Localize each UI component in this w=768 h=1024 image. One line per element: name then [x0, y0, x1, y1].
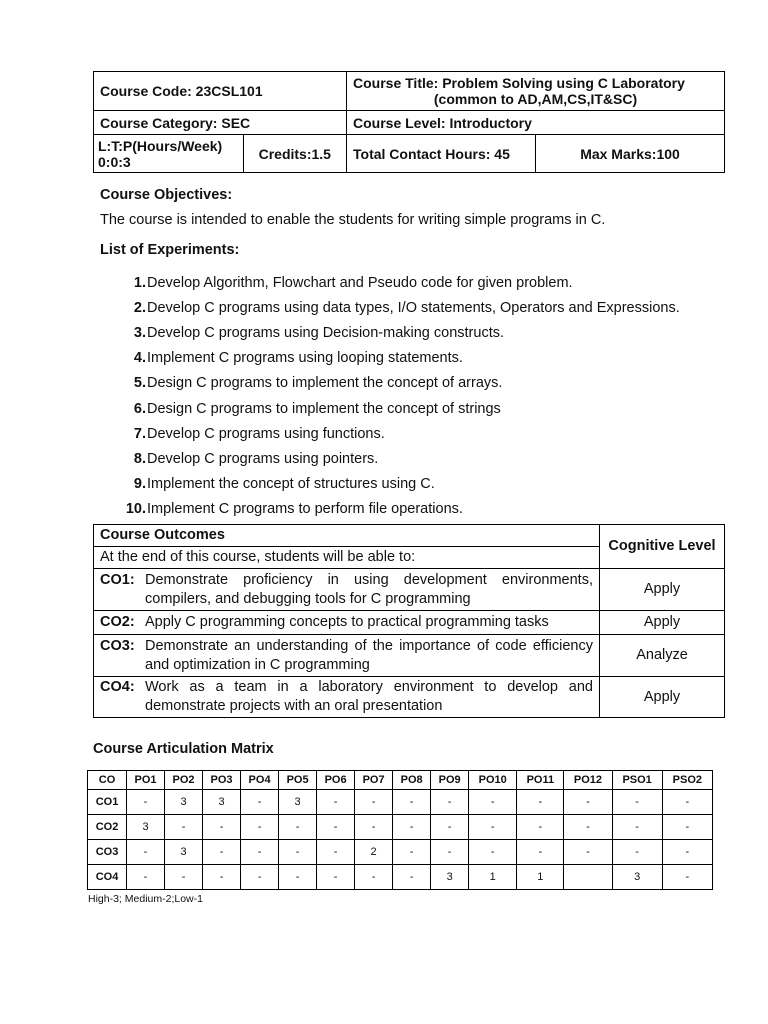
cognitive-level-heading: Cognitive Level [600, 525, 725, 569]
course-info-table [93, 71, 725, 173]
experiment-number: 8. [133, 450, 146, 467]
matrix-header-cell: PO7 [355, 771, 393, 790]
matrix-cell: - [612, 815, 662, 840]
experiment-text: Develop C programs using Decision-making constructs. [147, 324, 505, 341]
outcome-row [94, 569, 725, 611]
experiments-list [120, 270, 740, 522]
experiment-number: 9. [133, 476, 146, 493]
matrix-cell: 3 [127, 815, 165, 840]
matrix-cell: - [393, 840, 431, 865]
experiment-text: Develop Algorithm, Flowchart and Pseudo code for given problem. [147, 274, 573, 291]
matrix-cell: 1 [469, 865, 517, 890]
matrix-cell: 3 [612, 865, 662, 890]
course-level: Course Level: Introductory [347, 111, 725, 135]
outcome-description [94, 635, 600, 677]
ltp-value: 0:0:3 [98, 153, 131, 170]
outcome-description [94, 569, 600, 611]
matrix-header-cell: PO5 [279, 771, 317, 790]
matrix-cell: - [393, 865, 431, 890]
course-title-line2: (common to AD,AM,CS,IT&SC) [433, 91, 638, 107]
matrix-cell: - [355, 865, 393, 890]
experiment-number: 3. [133, 324, 146, 341]
matrix-row-label: CO4 [88, 865, 127, 890]
course-title [347, 72, 725, 111]
matrix-header-cell: PO10 [469, 771, 517, 790]
matrix-cell: - [564, 840, 612, 865]
matrix-cell: - [241, 790, 279, 815]
matrix-legend: High-3; Medium-2;Low-1 [88, 893, 203, 905]
experiment-number: 6. [133, 400, 146, 417]
experiment-text: Design C programs to implement the concept of arrays. [147, 375, 503, 392]
matrix-cell: - [279, 815, 317, 840]
course-outcomes-table [93, 524, 725, 718]
experiment-text: Develop C programs using pointers. [147, 450, 379, 467]
matrix-cell: - [564, 815, 612, 840]
matrix-header-cell: PO6 [317, 771, 355, 790]
outcome-id: CO2: [100, 614, 135, 630]
matrix-cell: 3 [279, 790, 317, 815]
articulation-matrix [87, 770, 713, 890]
matrix-cell: - [203, 815, 241, 840]
matrix-cell: - [564, 790, 612, 815]
objectives-text: The course is intended to enable the students for writing simple programs in C. [100, 212, 606, 228]
matrix-row [88, 790, 713, 815]
outcome-cognitive-level: Analyze [600, 635, 725, 677]
matrix-cell: - [355, 815, 393, 840]
matrix-cell: - [241, 865, 279, 890]
matrix-cell: - [517, 790, 564, 815]
experiment-item [120, 396, 740, 421]
matrix-cell: - [317, 790, 355, 815]
matrix-header-row [88, 771, 713, 790]
ltp-hours [94, 135, 244, 173]
experiment-text: Develop C programs using functions. [147, 425, 385, 442]
outcome-text: Demonstrate proficiency in using development environments, compilers, and debugging tools for C programming [145, 571, 593, 607]
matrix-cell: - [469, 790, 517, 815]
matrix-row-label: CO1 [88, 790, 127, 815]
matrix-header-cell: PO3 [203, 771, 241, 790]
outcome-description [94, 677, 600, 718]
outcome-row [94, 677, 725, 718]
matrix-header-cell: PO4 [241, 771, 279, 790]
ltp-label: L:T:P(Hours/Week) [98, 137, 223, 154]
experiment-item [120, 446, 740, 471]
experiment-item [120, 371, 740, 396]
course-category: Course Category: SEC [94, 111, 347, 135]
outcome-description [94, 611, 600, 635]
matrix-cell: - [203, 865, 241, 890]
course-code: Course Code: 23CSL101 [94, 72, 347, 111]
outcome-cognitive-level: Apply [600, 611, 725, 635]
matrix-cell: - [317, 815, 355, 840]
matrix-header-cell: PO9 [431, 771, 469, 790]
outcome-text: Work as a team in a laboratory environment to develop and demonstrate projects with an oral presentation [145, 679, 593, 714]
outcome-id: CO4: [100, 679, 135, 695]
matrix-cell: - [279, 865, 317, 890]
experiment-item [120, 421, 740, 446]
matrix-cell: - [393, 815, 431, 840]
matrix-cell: 2 [355, 840, 393, 865]
matrix-cell: - [431, 815, 469, 840]
matrix-row [88, 815, 713, 840]
contact-hours: Total Contact Hours: 45 [347, 135, 536, 173]
matrix-cell [564, 865, 612, 890]
matrix-cell: - [127, 840, 165, 865]
matrix-header-cell: PO2 [165, 771, 203, 790]
objectives-heading: Course Objectives: [100, 187, 233, 203]
matrix-cell: - [317, 865, 355, 890]
matrix-cell: - [612, 840, 662, 865]
matrix-cell: - [355, 790, 393, 815]
experiment-number: 1. [133, 274, 146, 291]
outcome-cognitive-level: Apply [600, 569, 725, 611]
matrix-cell: - [165, 815, 203, 840]
matrix-cell: - [203, 840, 241, 865]
experiment-text: Implement the concept of structures using C. [147, 476, 435, 493]
matrix-cell: - [431, 840, 469, 865]
credits: Credits:1.5 [243, 135, 346, 173]
experiment-item [120, 320, 740, 345]
matrix-header-cell: PO11 [517, 771, 564, 790]
matrix-header-cell: PO12 [564, 771, 612, 790]
matrix-cell: - [127, 865, 165, 890]
matrix-cell: - [612, 790, 662, 815]
matrix-header-cell: PO8 [393, 771, 431, 790]
matrix-row [88, 840, 713, 865]
experiment-item [120, 346, 740, 371]
matrix-header-cell: PSO2 [662, 771, 712, 790]
experiment-item [120, 472, 740, 497]
matrix-cell: - [517, 815, 564, 840]
experiment-text: Implement C programs to perform file operations. [147, 501, 463, 518]
outcome-text: Demonstrate an understanding of the importance of code efficiency and optimization in C programming [145, 637, 593, 673]
outcome-row [94, 635, 725, 677]
matrix-cell: - [241, 815, 279, 840]
outcome-text: Apply C programming concepts to practical programming tasks [145, 614, 549, 630]
matrix-cell: - [317, 840, 355, 865]
matrix-cell: - [469, 815, 517, 840]
matrix-cell: - [662, 815, 712, 840]
max-marks: Max Marks:100 [536, 135, 725, 173]
matrix-row [88, 865, 713, 890]
outcome-cognitive-level: Apply [600, 677, 725, 718]
matrix-header-cell: CO [88, 771, 127, 790]
matrix-cell: - [517, 840, 564, 865]
matrix-title: Course Articulation Matrix [93, 741, 274, 757]
experiment-number: 2. [133, 299, 146, 316]
experiment-number: 7. [133, 425, 146, 442]
outcomes-intro: At the end of this course, students will be able to: [94, 547, 600, 569]
matrix-header-cell: PO1 [127, 771, 165, 790]
experiment-number: 5. [133, 375, 146, 392]
experiment-item [120, 295, 740, 320]
experiment-text: Design C programs to implement the concept of strings [147, 400, 501, 417]
matrix-cell: - [279, 840, 317, 865]
matrix-cell: - [165, 865, 203, 890]
matrix-row-label: CO3 [88, 840, 127, 865]
matrix-row-label: CO2 [88, 815, 127, 840]
matrix-cell: 3 [165, 840, 203, 865]
matrix-cell: - [662, 865, 712, 890]
experiments-heading: List of Experiments: [100, 242, 240, 258]
experiment-item [120, 270, 740, 295]
experiment-item [120, 497, 740, 522]
matrix-cell: - [431, 790, 469, 815]
matrix-cell: - [393, 790, 431, 815]
outcomes-heading: Course Outcomes [94, 525, 600, 547]
matrix-cell: 3 [165, 790, 203, 815]
experiment-text: Implement C programs using looping statements. [147, 350, 463, 367]
matrix-cell: 3 [203, 790, 241, 815]
outcome-id: CO1: [100, 571, 135, 588]
matrix-cell: - [469, 840, 517, 865]
outcome-id: CO3: [100, 637, 135, 654]
matrix-cell: 1 [517, 865, 564, 890]
matrix-cell: - [662, 840, 712, 865]
experiment-number: 10. [125, 501, 146, 518]
matrix-cell: - [127, 790, 165, 815]
matrix-cell: - [662, 790, 712, 815]
matrix-header-cell: PSO1 [612, 771, 662, 790]
experiment-number: 4. [133, 350, 146, 367]
course-title-line1: Course Title: Problem Solving using C Laboratory [353, 75, 685, 91]
experiment-text: Develop C programs using data types, I/O statements, Operators and Expressions. [147, 299, 680, 316]
matrix-cell: 3 [431, 865, 469, 890]
outcome-row [94, 611, 725, 635]
matrix-cell: - [241, 840, 279, 865]
